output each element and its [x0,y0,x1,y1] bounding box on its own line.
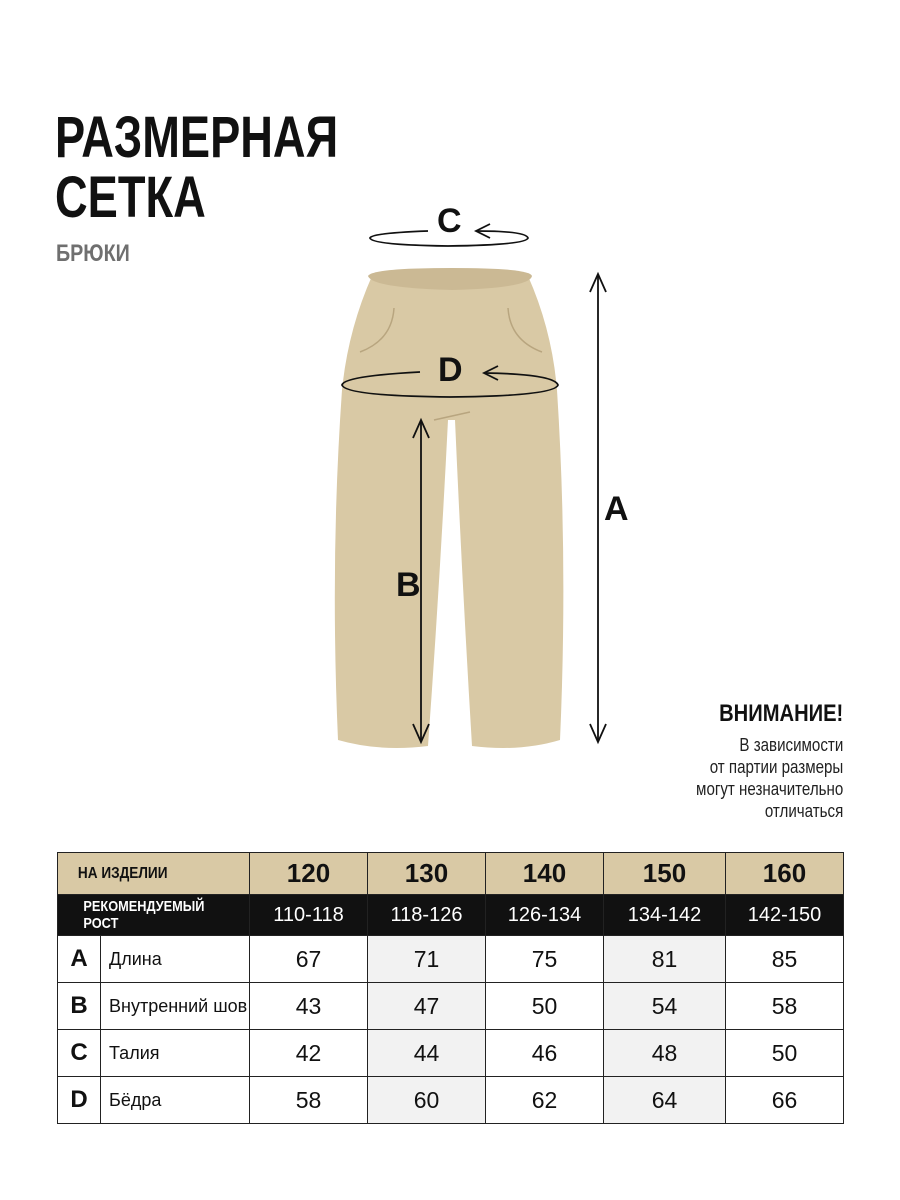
title-line-2: СЕТКА [55,165,206,230]
product-size-row [58,853,844,895]
measure-value: 58 [250,1077,368,1124]
measure-value: 58 [726,983,844,1030]
height-range: 110-118 [250,895,368,936]
measure-name: Бёдра [101,1077,250,1124]
label-a: A [604,490,629,528]
measure-value: 75 [486,936,604,983]
warning-heading: ВНИМАНИЕ! [718,700,843,727]
height-range: 142-150 [726,895,844,936]
warning-line: могут незначительно [695,779,843,799]
pants-silhouette [335,276,564,748]
product-size-label: НА ИЗДЕЛИИ [58,853,250,895]
table-row [58,1077,844,1124]
measure-name: Длина [101,936,250,983]
measure-name: Внутренний шов [101,983,250,1030]
height-range: 134-142 [604,895,726,936]
height-range: 118-126 [368,895,486,936]
warning-line: от партии размеры [709,757,843,777]
measure-value: 44 [368,1030,486,1077]
measure-value: 54 [604,983,726,1030]
size-header: 120 [250,853,368,895]
label-b: B [396,566,421,604]
size-header: 140 [486,853,604,895]
measure-value: 50 [486,983,604,1030]
measure-value: 64 [604,1077,726,1124]
measure-value: 42 [250,1030,368,1077]
warning-line: отличаться [764,801,843,821]
measure-value: 60 [368,1077,486,1124]
measure-value: 71 [368,936,486,983]
size-warning [696,700,843,822]
measure-value: 85 [726,936,844,983]
measure-value: 81 [604,936,726,983]
recommended-height-row [58,895,844,936]
height-range: 126-134 [486,895,604,936]
measure-letter: A [58,936,101,983]
label-c: C [437,202,462,240]
measure-value: 46 [486,1030,604,1077]
measure-letter: C [58,1030,101,1077]
size-header: 150 [604,853,726,895]
size-header: 130 [368,853,486,895]
measure-name: Талия [101,1030,250,1077]
measure-letter: B [58,983,101,1030]
measure-value: 66 [726,1077,844,1124]
table-row [58,983,844,1030]
measure-letter: D [58,1077,101,1124]
table-row [58,936,844,983]
size-header: 160 [726,853,844,895]
product-subtitle: БРЮКИ [56,240,130,267]
measure-value: 43 [250,983,368,1030]
table-row [58,1030,844,1077]
recommended-height-label: РЕКОМЕНДУЕМЫЙ РОСТ [58,895,250,936]
measure-value: 48 [604,1030,726,1077]
label-d: D [438,351,463,389]
size-table [57,852,844,1124]
measure-value: 50 [726,1030,844,1077]
warning-line: В зависимости [739,735,843,755]
measure-value: 67 [250,936,368,983]
title-line-1: РАЗМЕРНАЯ [55,105,339,170]
measure-value: 47 [368,983,486,1030]
measure-value: 62 [486,1077,604,1124]
